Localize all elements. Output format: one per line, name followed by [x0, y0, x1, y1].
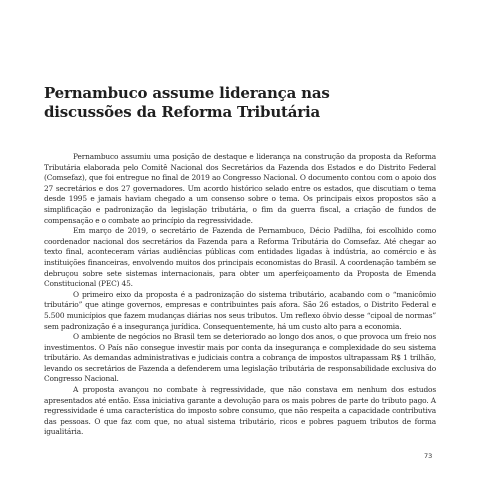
article-body — [44, 152, 436, 438]
article-title-line-1: Pernambuco assume liderança nas — [44, 84, 330, 102]
paragraph: O ambiente de negócios no Brasil tem se deteriorado ao longo dos anos, o que provoca um freio nos investimentos. O País não consegue investir mais por conta da insegurança e complexidade do seu sistema tributário. As demandas administrativas e judiciais contra a cobrança de impostos ultrapassam R$ 1 trilhão, levando os secretários de Fazenda a defenderem uma legislação tributária de responsabilidade exclusiva do Congresso Nacional. — [44, 332, 436, 384]
page-number: 73 — [424, 452, 433, 460]
paragraph: Em março de 2019, o secretário de Fazenda de Pernambuco, Décio Padilha, foi escolhido como coordenador nacional dos secretários da Fazenda para a Reforma Tributária do Comsefaz. Até chegar ao texto final, aconteceram várias audiências públicas com entidades ligadas à indústria, ao comércio e às instituições financeiras, envolvendo muitos dos principais economistas do Brasil. A coordenação também se debruçou sobre sete sistemas internacionais, para obter um aperfeiçoamento da Proposta de Emenda Constitucional (PEC) 45. — [44, 226, 436, 289]
paragraph: O primeiro eixo da proposta é a padronização do sistema tributário, acabando com o “manicômio tributário” que atinge governos, empresas e contribuintes país afora. São 26 estados, o Distrito Federal e 5.500 municípios que fazem mudanças diárias nos seus tributos. Um reflexo óbvio desse “cipoal de normas” sem padronização é a insegurança jurídica. Consequentemente, há um custo alto para a economia. — [44, 289, 436, 331]
paragraph: Pernambuco assumiu uma posição de destaque e liderança na construção da proposta da Reforma Tributária elaborada pelo Comitê Nacional dos Secretários da Fazenda dos Estados e do Distrito Federal (Comsefaz), que foi entregue no final de 2019 ao Congresso Nacional. O documento contou com o apoio dos 27 secretários e dos 27 governadores. Um acordo histórico selado entre os estados, que discutiam o tema desde 1995 e jamais haviam chegado a um consenso sobre o tema. Os principais eixos propostos são a simplificação e padronização da legislação tributária, o fim da guerra fiscal, a criação de fundos de compensação e o combate ao princípio da regressividade. — [44, 152, 436, 225]
article-title-line-2: discussões da Reforma Tributária — [44, 103, 321, 121]
article-title — [44, 84, 444, 122]
paragraph: A proposta avançou no combate à regressividade, que não constava em nenhum dos estudos apresentados até então. Essa iniciativa garante a devolução para os mais pobres de parte do tributo pago. A regressividade é uma característica do imposto sobre consumo, que não respeita a capacidade contributiva das pessoas. O que faz com que, no atual sistema tributário, ricos e pobres paguem tributos de forma igualitária. — [44, 385, 436, 437]
